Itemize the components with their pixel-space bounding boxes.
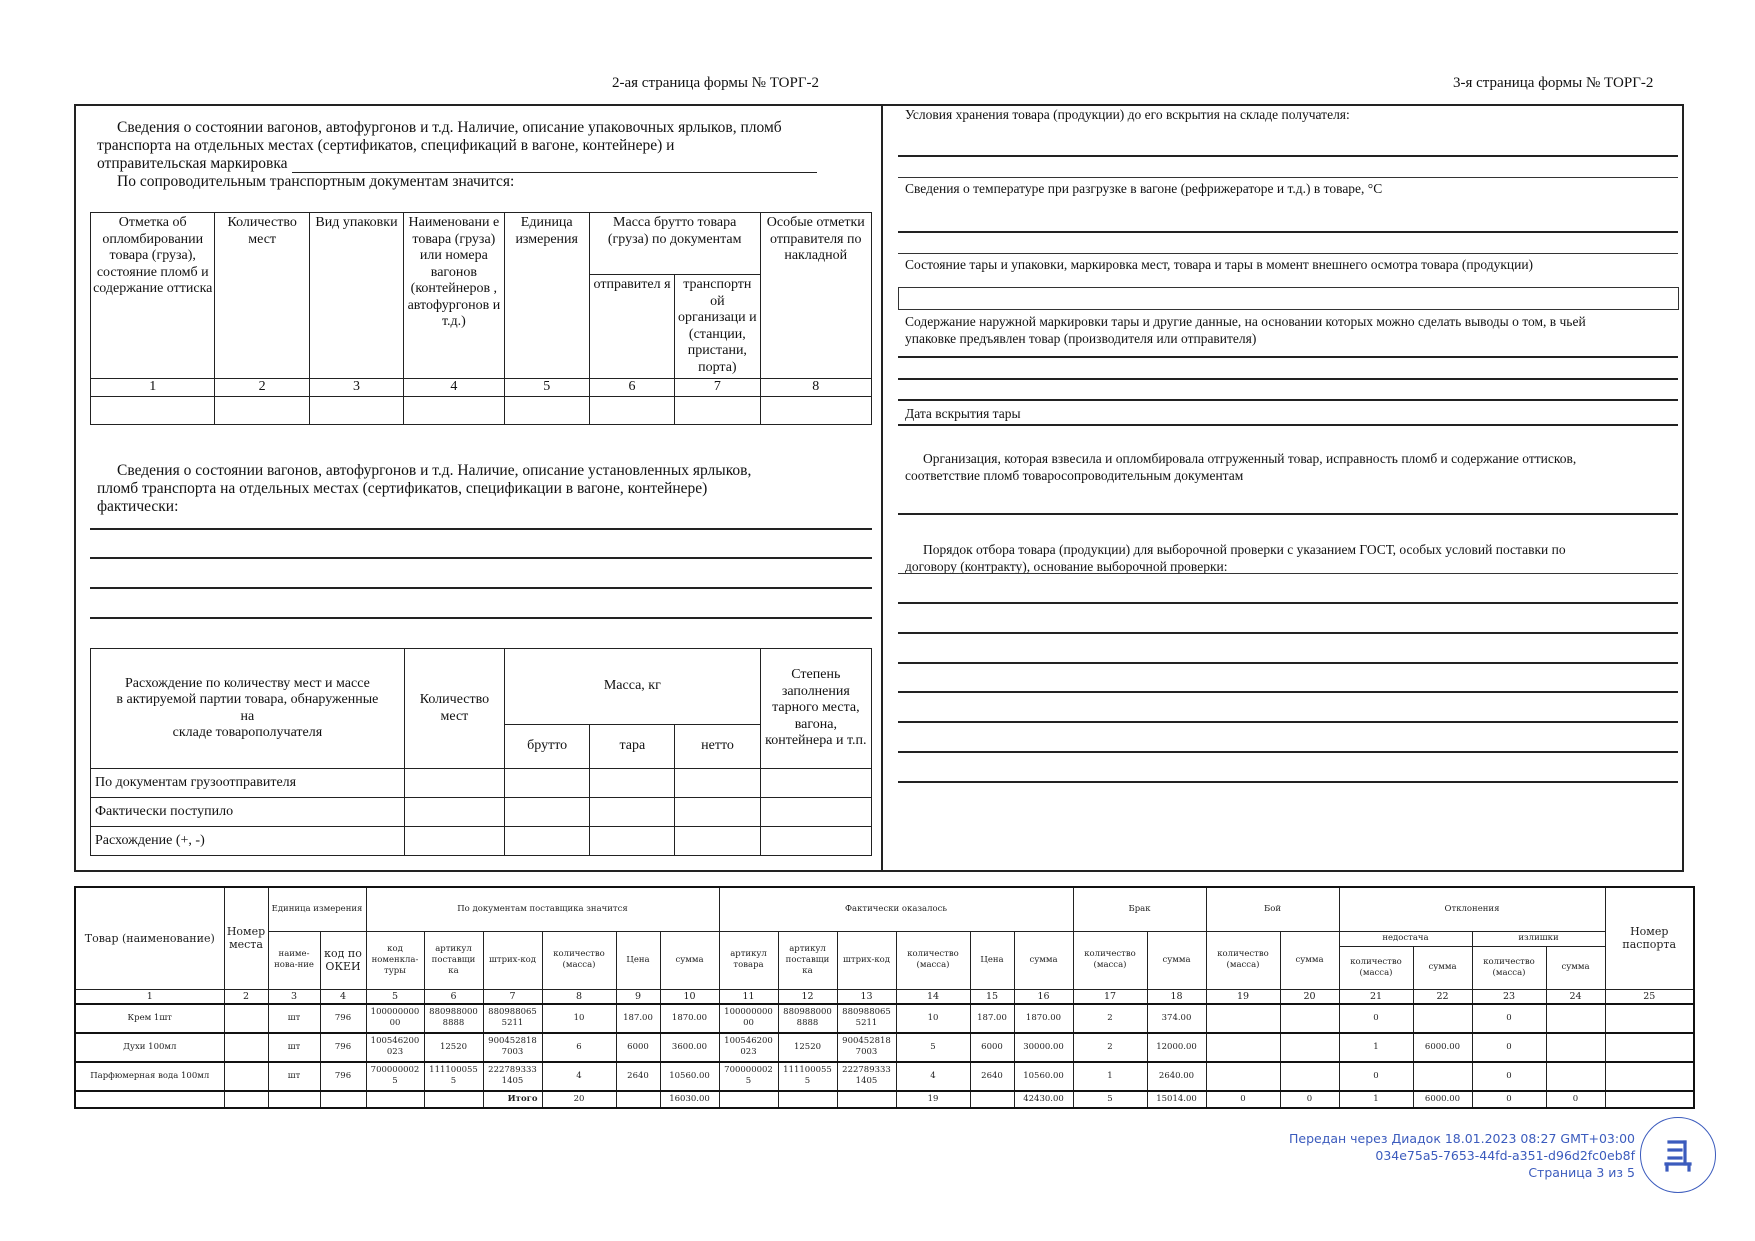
selection-field-line-2[interactable] [898,632,1678,634]
marking-field-line-2[interactable] [898,378,1678,380]
defect-qty: 2 [1073,1033,1147,1062]
col-number: 4 [404,379,504,397]
column-numbers-row [75,989,1694,1004]
subheader-gross: брутто [505,725,590,769]
row-label: По документам грузоотправителя [91,769,405,798]
table-cell [366,1091,424,1108]
table-cell[interactable] [760,827,871,856]
passport-number [1605,1004,1694,1033]
table-cell [75,1091,224,1108]
table-row [75,1004,1694,1033]
breakage-sum [1280,1004,1339,1033]
col-number: 6 [424,989,483,1004]
doc-sum: 3600.00 [660,1033,719,1062]
selection-field-line-3[interactable] [898,662,1678,664]
shortage-qty: 1 [1339,1033,1413,1062]
sender-marking-field[interactable] [292,158,817,173]
doc-qty: 4 [542,1062,616,1091]
header-barcode: штрих-код [483,931,542,989]
total-surplus-sum: 0 [1546,1091,1605,1108]
header-qty: количество (масса) [1472,946,1546,989]
total-shortage-sum: 6000.00 [1413,1091,1472,1108]
marking-content-line-1: Содержание наружной маркировки тары и другие данные, на основании которых можно сделать выводы о том, в чьей [905,314,1586,329]
header-nom-code: код номенкла-туры [366,931,424,989]
table-cell [719,1091,778,1108]
table-cell[interactable] [309,396,403,424]
divider [898,177,1678,178]
act-price: 2640 [970,1062,1014,1091]
surplus-qty: 0 [1472,1004,1546,1033]
header-unit: Единица измерения [268,887,366,931]
table-cell[interactable] [760,396,872,424]
doc-nom-code: 100000000 00 [366,1004,424,1033]
doc-qty: 6 [542,1033,616,1062]
defect-qty: 1 [1073,1062,1147,1091]
page2-intro [97,119,857,191]
header-sum: сумма [1014,931,1073,989]
table-cell[interactable] [590,827,675,856]
place-number [224,1033,268,1062]
selection-field-line-1[interactable] [898,602,1678,604]
breakage-qty [1206,1062,1280,1091]
act-sum: 10560.00 [1014,1062,1073,1091]
table-cell[interactable] [404,827,504,856]
act-item-art: 100546200 023 [719,1033,778,1062]
col-number: 23 [1472,989,1546,1004]
table-cell[interactable] [505,827,590,856]
actual-line-3: фактически: [97,498,179,515]
page2-title: 2-ая страница формы № ТОРГ-2 [612,75,820,91]
subheader-transport-org: транспортн ой организаци и (станции, пристани, порта) [675,275,760,379]
act-price: 6000 [970,1033,1014,1062]
header-sum: сумма [1280,931,1339,989]
header-supplier-art: артикул поставщи ка [424,931,483,989]
storage-conditions-label: Условия хранения товара (продукции) до его вскрытия на складе получателя: [905,107,1350,122]
actual-field-line-1[interactable] [90,528,872,530]
total-row [75,1091,1694,1108]
header-sum: сумма [1413,946,1472,989]
table-cell[interactable] [760,769,871,798]
header-okei: код по ОКЕИ [320,931,366,989]
subheader-tare: тара [590,725,675,769]
table-cell[interactable] [404,396,504,424]
header-gross-mass: Масса брутто товара (груза) по документам [589,213,760,275]
act-supplier-art: 880988000 8888 [778,1004,837,1033]
total-doc-qty: 20 [542,1091,616,1108]
actual-info [97,462,857,516]
total-doc-sum: 16030.00 [660,1091,719,1108]
header-sum: сумма [1147,931,1206,989]
header-barcode: штрих-код [837,931,896,989]
opening-date-field[interactable] [898,424,1678,426]
table-cell[interactable] [505,798,590,827]
col-number: 17 [1073,989,1147,1004]
shortage-qty: 0 [1339,1004,1413,1033]
header-sender-notes: Особые отметки отправителя по накладной [760,213,872,379]
header-unit: Единица измерения [504,213,589,379]
diadoc-logo-circle [1640,1117,1716,1193]
organization-line-2: соответствие пломб товаросопроводительным документам [905,468,1244,483]
total-defect-sum: 15014.00 [1147,1091,1206,1108]
place-number [224,1062,268,1091]
header-defect: Брак [1073,887,1206,931]
packaging-state-label: Состояние тары и упаковки, маркировка мест, товара и тары в момент внешнего осмотра товара (продукции) [905,257,1534,272]
table-row [75,1033,1694,1062]
table-cell [616,1091,660,1108]
marking-content-line-2: упаковке предъявлен товар (производителя или отправителя) [905,331,1257,346]
col-number: 22 [1413,989,1472,1004]
transport-docs-table [90,212,872,425]
header-qty: количество (масса) [1073,931,1147,989]
unit-name: шт [268,1033,320,1062]
organization-label [905,450,1675,484]
col-number: 15 [970,989,1014,1004]
table-cell[interactable] [675,769,760,798]
col-number: 9 [616,989,660,1004]
doc-barcode: 222789333 1405 [483,1062,542,1091]
defect-sum: 2640.00 [1147,1062,1206,1091]
selection-field-line-4[interactable] [898,691,1678,693]
header-price: Цена [970,931,1014,989]
temperature-field[interactable] [898,231,1678,233]
doc-supplier-art: 111100055 5 [424,1062,483,1091]
header-places-count: Количество мест [215,213,309,379]
diadoc-stamp [1240,1130,1635,1181]
col-number: 2 [224,989,268,1004]
header-by-supplier-docs: По документам поставщика значится [366,887,719,931]
surplus-sum [1546,1062,1605,1091]
header-fill-degree: Степень заполнения тарного места, вагона, контейнера и т.п. [760,649,871,769]
header-qty: количество (масса) [542,931,616,989]
col-number: 1 [75,989,224,1004]
breakage-sum [1280,1033,1339,1062]
doc-barcode: 880988065 5211 [483,1004,542,1033]
table-cell[interactable] [675,396,760,424]
table-cell [224,1091,268,1108]
actual-field-line-3[interactable] [90,587,872,589]
header-goods-name: Наименовани е товара (груза) или номера вагонов (контейнеров , автофургонов и т.д.) [404,213,504,379]
total-label: Итого [483,1091,542,1108]
doc-barcode: 900452818 7003 [483,1033,542,1062]
header-surplus: излишки [1472,931,1605,946]
table-row [75,1062,1694,1091]
product-name: Крем 1шт [75,1004,224,1033]
selection-field-line-6[interactable] [898,751,1678,753]
header-qty: количество (масса) [1339,946,1413,989]
surplus-qty: 0 [1472,1062,1546,1091]
table-cell[interactable] [590,798,675,827]
header-price: Цена [616,931,660,989]
header-sum: сумма [1546,946,1605,989]
col-number: 3 [268,989,320,1004]
header-package-type: Вид упаковки [309,213,403,379]
total-shortage-qty: 1 [1339,1091,1413,1108]
act-barcode: 880988065 5211 [837,1004,896,1033]
breakage-qty [1206,1004,1280,1033]
intro-line-1: Сведения о состоянии вагонов, автофургонов и т.д. Наличие, описание упаковочных ярлыков, пломб [117,119,782,136]
temperature-label: Сведения о температуре при разгрузке в вагоне (рефрижераторе и т.д.) в товаре, °С [905,181,1383,196]
selection-field-line-5[interactable] [898,721,1678,723]
header-shortage: недостача [1339,931,1472,946]
selection-procedure-line-1: Порядок отбора товара (продукции) для выборочной проверки с указанием ГОСТ, особых условий поставки по [923,542,1566,557]
selection-procedure-label [905,541,1675,575]
table-cell[interactable] [504,396,589,424]
header-deviations: Отклонения [1339,887,1605,931]
act-supplier-art: 12520 [778,1033,837,1062]
act-barcode: 222789333 1405 [837,1062,896,1091]
shortage-sum [1413,1004,1472,1033]
table-cell[interactable] [215,396,309,424]
defect-sum: 12000.00 [1147,1033,1206,1062]
discrepancy-header-line: на [240,708,255,724]
table-cell [268,1091,320,1108]
doc-qty: 10 [542,1004,616,1033]
surplus-qty: 0 [1472,1033,1546,1062]
act-qty: 10 [896,1004,970,1033]
header-supplier-art: артикул поставщи ка [778,931,837,989]
col-number: 6 [589,379,674,397]
total-act-qty: 19 [896,1091,970,1108]
doc-supplier-art: 12520 [424,1033,483,1062]
opening-date-label: Дата вскрытия тары [905,406,1021,421]
table-cell[interactable] [404,769,504,798]
discrepancy-header-line: в актируемой партии товара, обнаруженные [116,692,379,707]
doc-price: 187.00 [616,1004,660,1033]
actual-field-line-4[interactable] [90,617,872,619]
actual-line-2: пломб транспорта на отдельных местах (сертификатов, спецификации в вагоне, контейнере) [97,480,708,497]
total-act-sum: 42430.00 [1014,1091,1073,1108]
header-mass-kg: Масса, кг [505,649,761,725]
table-row [91,396,872,424]
diadoc-logo-icon [1663,1137,1693,1173]
page3-title: 3-я страница формы № ТОРГ-2 [1453,75,1654,91]
organization-field[interactable] [898,513,1678,515]
doc-nom-code: 700000002 5 [366,1062,424,1091]
header-seal-mark: Отметка об опломбировании товара (груза), состояние пломб и содержание оттиска [91,213,215,379]
passport-number [1605,1062,1694,1091]
act-qty: 5 [896,1033,970,1062]
col-number: 12 [778,989,837,1004]
doc-nom-code: 100546200 023 [366,1033,424,1062]
discrepancy-header-line: Расхождение по количеству мест и массе [124,675,370,691]
col-number: 21 [1339,989,1413,1004]
act-sum: 1870.00 [1014,1004,1073,1033]
table-cell[interactable] [91,396,215,424]
selection-procedure-line-2: договору (контракту), основание выборочной проверки: [905,559,1228,574]
table-row [91,769,872,798]
table-cell[interactable] [590,769,675,798]
col-number: 8 [760,379,872,397]
header-qty-places: Количество мест [404,649,504,769]
col-number: 11 [719,989,778,1004]
intro-line-3: отправительская маркировка [97,155,288,172]
table-cell[interactable] [675,798,760,827]
col-number: 5 [366,989,424,1004]
place-number [224,1004,268,1033]
doc-sum: 1870.00 [660,1004,719,1033]
stamp-page-number: Страница 3 из 5 [1528,1165,1635,1180]
col-number: 4 [320,989,366,1004]
page3-frame [881,104,1684,872]
divider [898,253,1678,254]
table-cell [320,1091,366,1108]
col-number: 1 [91,379,215,397]
act-item-art: 700000002 5 [719,1062,778,1091]
product-name: Духи 100мл [75,1033,224,1062]
table-cell[interactable] [675,827,760,856]
col-number: 18 [1147,989,1206,1004]
table-cell [837,1091,896,1108]
actual-field-line-2[interactable] [90,557,872,559]
doc-supplier-art: 880988000 8888 [424,1004,483,1033]
header-breakage: Бой [1206,887,1339,931]
shortage-qty: 0 [1339,1062,1413,1091]
divider [898,573,1678,574]
header-product: Товар (наименование) [75,887,224,989]
row-label: Фактически поступило [91,798,405,827]
col-number: 5 [504,379,589,397]
doc-price: 6000 [616,1033,660,1062]
header-place-number: Номер места [224,887,268,989]
col-number: 20 [1280,989,1339,1004]
marking-field-line-1[interactable] [898,356,1678,358]
col-number: 25 [1605,989,1694,1004]
header-sum: сумма [660,931,719,989]
table-cell[interactable] [505,769,590,798]
organization-line-1: Организация, которая взвесила и опломбировала отгруженный товар, исправность пломб и содержание оттисков, [923,451,1577,466]
total-breakage-qty: 0 [1206,1091,1280,1108]
defect-qty: 2 [1073,1004,1147,1033]
total-surplus-qty: 0 [1472,1091,1546,1108]
col-number: 7 [483,989,542,1004]
storage-conditions-field[interactable] [898,155,1678,157]
header-qty: количество (масса) [896,931,970,989]
actual-line-1: Сведения о состоянии вагонов, автофургонов и т.д. Наличие, описание установленных ярлыков, [117,462,752,479]
okei-code: 796 [320,1033,366,1062]
shortage-sum [1413,1062,1472,1091]
divider [898,399,1678,401]
table-cell [778,1091,837,1108]
discrepancy-header [91,649,405,769]
passport-number [1605,1033,1694,1062]
table-cell [970,1091,1014,1108]
table-row [91,827,872,856]
okei-code: 796 [320,1004,366,1033]
act-barcode: 900452818 7003 [837,1033,896,1062]
total-breakage-sum: 0 [1280,1091,1339,1108]
table-cell [1605,1091,1694,1108]
stamp-document-id: 034e75a5-7653-44fd-a351-d96d2fc0eb8f [1375,1148,1635,1163]
surplus-sum [1546,1033,1605,1062]
header-passport-number: Номер паспорта [1605,887,1694,989]
intro-line-2: транспорта на отдельных местах (сертификатов, спецификаций в вагоне, контейнере) и [97,137,675,154]
shortage-sum: 6000.00 [1413,1033,1472,1062]
doc-sum: 10560.00 [660,1062,719,1091]
subheader-net: нетто [675,725,760,769]
header-item-art: артикул товара [719,931,778,989]
surplus-sum [1546,1004,1605,1033]
col-number: 19 [1206,989,1280,1004]
breakage-sum [1280,1062,1339,1091]
doc-price: 2640 [616,1062,660,1091]
packaging-state-field[interactable] [898,287,1679,310]
act-sum: 30000.00 [1014,1033,1073,1062]
col-number: 14 [896,989,970,1004]
table-row [91,798,872,827]
product-name: Парфюмерная вода 100мл [75,1062,224,1091]
subheader-sender: отправител я [589,275,674,379]
act-qty: 4 [896,1062,970,1091]
act-price: 187.00 [970,1004,1014,1033]
col-number: 2 [215,379,309,397]
discrepancy-header-line: складе товарополучателя [172,725,323,740]
table-cell [424,1091,483,1108]
total-defect-qty: 5 [1073,1091,1147,1108]
okei-code: 796 [320,1062,366,1091]
discrepancy-table [90,648,872,856]
unit-name: шт [268,1062,320,1091]
col-number: 8 [542,989,616,1004]
col-number: 10 [660,989,719,1004]
col-number: 7 [675,379,760,397]
intro-line-4: По сопроводительным транспортным документам значится: [117,173,515,190]
unit-name: шт [268,1004,320,1033]
defect-sum: 374.00 [1147,1004,1206,1033]
goods-table [74,886,1695,1109]
marking-content-label [905,313,1675,347]
col-number: 16 [1014,989,1073,1004]
row-label: Расхождение (+, -) [91,827,405,856]
stamp-transfer-line: Передан через Диадок 18.01.2023 08:27 GMT+03:00 [1289,1131,1635,1146]
header-qty: количество (масса) [1206,931,1280,989]
table-cell[interactable] [760,798,871,827]
act-item-art: 100000000 00 [719,1004,778,1033]
table-cell[interactable] [404,798,504,827]
table-cell[interactable] [589,396,674,424]
header-actual: Фактически оказалось [719,887,1073,931]
col-number: 24 [1546,989,1605,1004]
breakage-qty [1206,1033,1280,1062]
selection-field-line-7[interactable] [898,781,1678,783]
col-number: 3 [309,379,403,397]
col-number: 13 [837,989,896,1004]
act-supplier-art: 111100055 5 [778,1062,837,1091]
header-unit-name: наиме-нова-ние [268,931,320,989]
